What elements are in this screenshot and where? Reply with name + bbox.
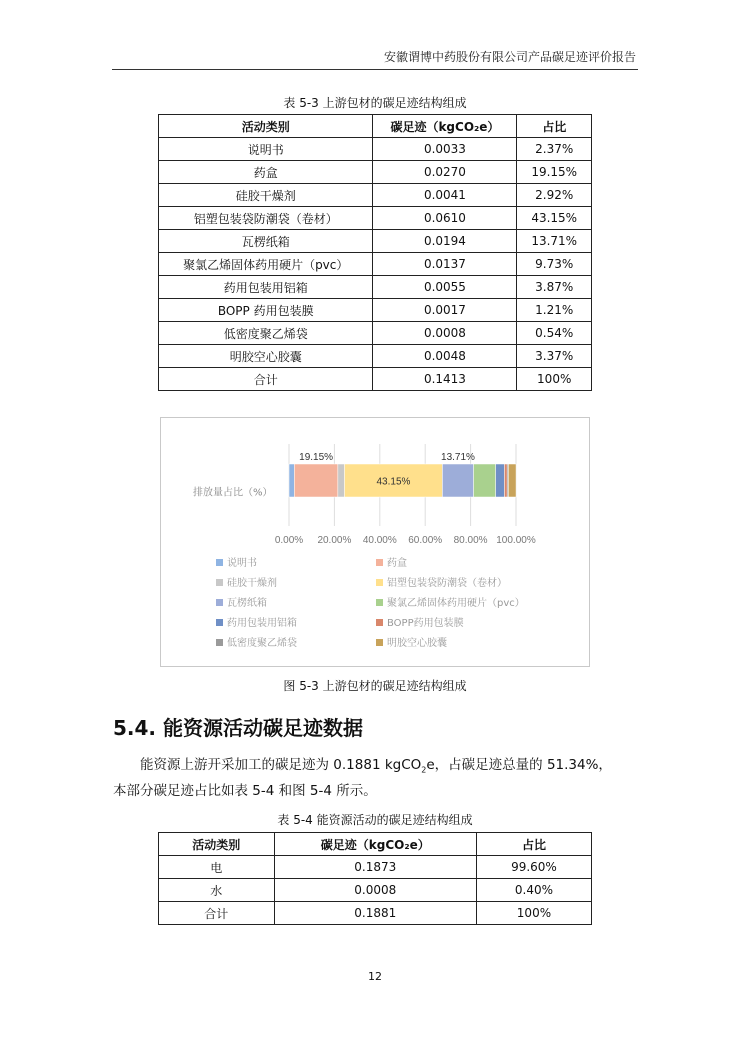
legend-swatch (376, 559, 383, 566)
data-label: 43.15% (376, 476, 411, 488)
table-cell: 19.15% (517, 161, 592, 184)
table-cell: 43.15% (517, 207, 592, 230)
table-5-4 (158, 832, 592, 925)
table-cell: BOPP 药用包装膜 (159, 299, 373, 322)
bar-segment (496, 464, 505, 497)
header-rule (112, 69, 638, 70)
section-title: 5.4. 能资源活动碳足迹数据 (113, 716, 363, 740)
table-cell: 铝塑包装袋防潮袋（卷材） (159, 207, 373, 230)
table-row (159, 879, 592, 902)
table-row (159, 902, 592, 925)
bar-segment (504, 464, 507, 497)
bar-segment (289, 464, 294, 497)
column-header: 活动类别 (159, 115, 373, 138)
chart-5-3 (160, 417, 590, 667)
legend-label: 低密度聚乙烯袋 (227, 638, 297, 649)
table-row (159, 345, 592, 368)
table-cell: 1.21% (517, 299, 592, 322)
legend-swatch (376, 639, 383, 646)
table-cell: 2.92% (517, 184, 592, 207)
paragraph-line-2: 本部分碳足迹占比如表 5-4 和图 5-4 所示。 (113, 783, 377, 799)
table-cell: 0.0008 (373, 322, 517, 345)
table-cell: 3.87% (517, 276, 592, 299)
table-header-row (159, 833, 592, 856)
table-row (159, 184, 592, 207)
bar-segment (474, 464, 496, 497)
column-header: 碳足迹（kgCO₂e） (274, 833, 476, 856)
table-row (159, 207, 592, 230)
category-label: 排放量占比（%） (193, 487, 273, 499)
table-row (159, 368, 592, 391)
legend-swatch (216, 599, 223, 606)
table-cell: 明胶空心胶囊 (159, 345, 373, 368)
x-tick-label: 0.00% (274, 535, 304, 546)
table-cell: 13.71% (517, 230, 592, 253)
legend-label: 明胶空心胶囊 (387, 638, 447, 649)
table-cell: 合计 (159, 368, 373, 391)
table-cell: 0.0008 (274, 879, 476, 902)
table-cell: 99.60% (476, 856, 591, 879)
table-cell: 100% (517, 368, 592, 391)
legend-swatch (216, 559, 223, 566)
table-row (159, 138, 592, 161)
bar-segment (508, 464, 516, 497)
table-5-3-caption: 表 5-3 上游包材的碳足迹结构组成 (283, 96, 467, 110)
x-tick-label: 60.00% (408, 535, 443, 546)
bar-segment (338, 464, 345, 497)
table-cell: 0.54% (517, 322, 592, 345)
page-number: 12 (368, 970, 382, 983)
figure-5-3-caption: 图 5-3 上游包材的碳足迹结构组成 (283, 679, 467, 693)
legend-swatch (216, 639, 223, 646)
table-cell: 电 (159, 856, 275, 879)
table-cell: 硅胶干燥剂 (159, 184, 373, 207)
table-cell: 2.37% (517, 138, 592, 161)
table-row (159, 322, 592, 345)
bar-segment (442, 464, 473, 497)
data-label: 19.15% (299, 452, 334, 463)
table-header-row (159, 115, 592, 138)
legend-label: 说明书 (227, 558, 257, 569)
x-tick-label: 100.00% (496, 535, 536, 546)
table-cell: 药盒 (159, 161, 373, 184)
table-cell: 0.0194 (373, 230, 517, 253)
table-cell: 0.0033 (373, 138, 517, 161)
legend-label: BOPP药用包装膜 (387, 618, 464, 629)
table-cell: 0.0137 (373, 253, 517, 276)
table-cell: 药用包装用铝箱 (159, 276, 373, 299)
legend-swatch (376, 599, 383, 606)
column-header: 占比 (476, 833, 591, 856)
bar-segment (294, 464, 337, 497)
table-cell: 0.0017 (373, 299, 517, 322)
table-row (159, 230, 592, 253)
legend-label: 铝塑包装袋防潮袋（卷材） (387, 578, 507, 589)
page-header: 安徽谓博中药股份有限公司产品碳足迹评价报告 (383, 50, 636, 64)
legend-label: 聚氯乙烯固体药用硬片（pvc） (387, 598, 525, 609)
legend-label: 瓦楞纸箱 (227, 598, 267, 609)
legend-swatch (376, 619, 383, 626)
legend-swatch (216, 579, 223, 586)
table-cell: 瓦楞纸箱 (159, 230, 373, 253)
table-cell: 0.40% (476, 879, 591, 902)
table-cell: 0.0055 (373, 276, 517, 299)
table-row (159, 253, 592, 276)
table-cell: 说明书 (159, 138, 373, 161)
stacked-bar-chart (161, 418, 589, 666)
column-header: 碳足迹（kgCO₂e） (373, 115, 517, 138)
table-cell: 0.0610 (373, 207, 517, 230)
para-text-b: e，占碳足迹总量的 51.34%， (426, 757, 612, 773)
table-cell: 9.73% (517, 253, 592, 276)
x-tick-label: 20.00% (317, 535, 352, 546)
legend-label: 硅胶干燥剂 (227, 578, 277, 589)
table-5-4-caption: 表 5-4 能资源活动的碳足迹结构组成 (277, 813, 473, 827)
table-cell: 0.1881 (274, 902, 476, 925)
table-row (159, 276, 592, 299)
column-header: 活动类别 (159, 833, 275, 856)
table-row (159, 856, 592, 879)
data-label: 13.71% (441, 452, 475, 463)
table-cell: 0.0041 (373, 184, 517, 207)
table-cell: 合计 (159, 902, 275, 925)
table-row (159, 299, 592, 322)
table-cell: 0.0270 (373, 161, 517, 184)
legend-swatch (216, 619, 223, 626)
table-cell: 0.1873 (274, 856, 476, 879)
legend-label: 药盒 (387, 558, 407, 569)
table-cell: 聚氯乙烯固体药用硬片（pvc） (159, 253, 373, 276)
x-tick-label: 40.00% (362, 535, 397, 546)
table-row (159, 161, 592, 184)
table-cell: 0.1413 (373, 368, 517, 391)
legend-swatch (376, 579, 383, 586)
table-cell: 100% (476, 902, 591, 925)
legend-label: 药用包装用铝箱 (227, 618, 297, 629)
table-cell: 3.37% (517, 345, 592, 368)
table-5-3 (158, 114, 592, 391)
table-cell: 低密度聚乙烯袋 (159, 322, 373, 345)
table-cell: 水 (159, 879, 275, 902)
x-tick-label: 80.00% (453, 535, 488, 546)
table-cell: 0.0048 (373, 345, 517, 368)
para-sub: 2 (421, 765, 427, 775)
para-text-a: 能资源上游开采加工的碳足迹为 0.1881 kgCO (140, 757, 422, 773)
column-header: 占比 (517, 115, 592, 138)
